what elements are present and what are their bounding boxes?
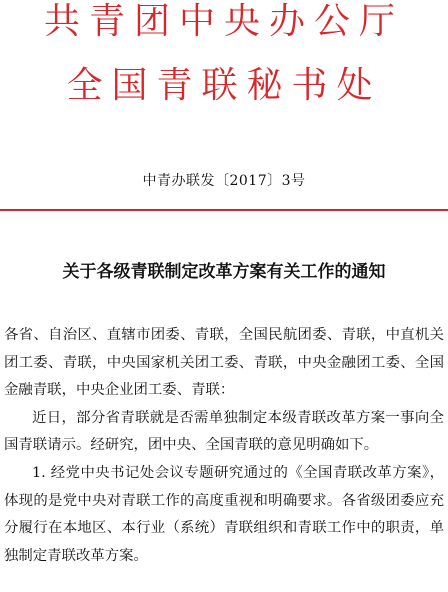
- document-body: [4, 322, 444, 570]
- red-separator-line: [0, 209, 448, 211]
- issuer-line-1: 共青团中央办公厅: [43, 1, 404, 42]
- body-paragraph-1: 近日，部分省青联就是否需单独制定本级青联改革方案一事向全国青联请示。经研究，团中央、全国青联的意见明确如下。: [4, 409, 444, 454]
- addressee-paragraph: 各省、自治区、直辖市团委、青联，全国民航团委、青联，中直机关团工委、青联，中央国家机关团工委、青联，中央金融团工委、全国金融青联，中央企业团工委、青联：: [4, 327, 444, 399]
- document-title: 关于各级青联制定改革方案有关工作的通知: [62, 262, 386, 282]
- document-number: 中青办联发〔2017〕3号: [142, 173, 306, 189]
- issuer-line-2: 全国青联秘书处: [66, 65, 382, 106]
- body-paragraph-2: 1. 经党中央书记处会议专题研究通过的《全国青联改革方案》，体现的是党中央对青联工作的高度重视和明确要求。各省级团委应充分履行在本地区、本行业（系统）青联组织和青联工作中的职责，单独制定青联改革方案。: [4, 464, 444, 564]
